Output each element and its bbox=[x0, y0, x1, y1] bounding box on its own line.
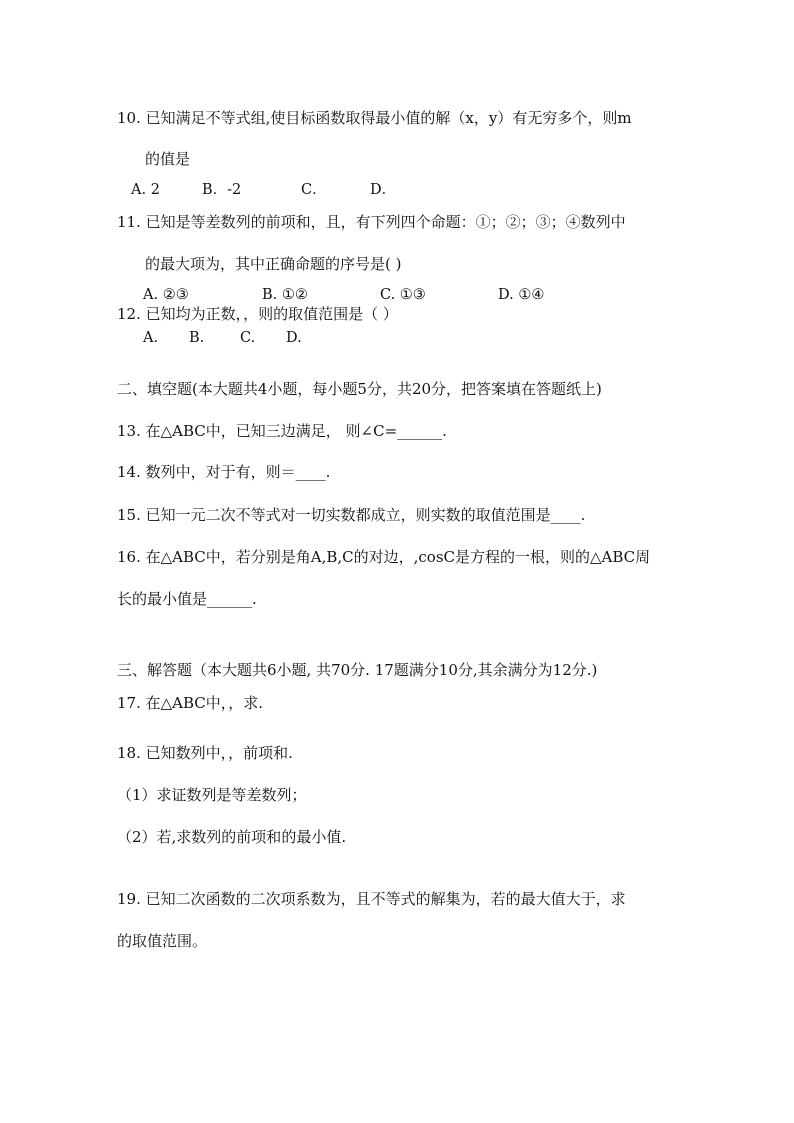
q17-text: 17. 在△ABC中，，求. bbox=[117, 694, 264, 712]
q11-option-c: C. ①③ bbox=[380, 287, 426, 303]
q16-line2: 长的最小值是______. bbox=[117, 590, 257, 608]
section3-heading: 三、解答题（本大题共6小题, 共70分. 17题满分10分,其余满分为12分.) bbox=[117, 661, 598, 679]
q10-option-b: B．-2 bbox=[202, 182, 242, 198]
q10-stem-line2: 的值是 bbox=[145, 150, 191, 168]
q16-line1: 16. 在△ABC中，若分别是角A,B,C的对边，,cosC是方程的一根，则的△ABC周 bbox=[117, 548, 651, 566]
q15-text: 15. 已知一元二次不等式对一切实数都成立，则实数的取值范围是____. bbox=[117, 506, 586, 524]
q12-option-a: A. bbox=[143, 330, 159, 346]
q14-text: 14. 数列中，对于有，则＝____. bbox=[117, 463, 331, 481]
q12-option-b: B. bbox=[189, 330, 205, 346]
q10-option-c: C． bbox=[301, 182, 327, 198]
q12-stem: 12. 已知均为正数，，则的取值范围是（ ） bbox=[117, 305, 398, 323]
q12-option-d: D. bbox=[286, 330, 302, 346]
q10-option-a: A. 2 bbox=[131, 182, 160, 198]
q11-stem-line1: 11. 已知是等差数列的前项和，且，有下列四个命题：①；②；③；④数列中 bbox=[117, 213, 626, 231]
q18-part2: （2）若,求数列的前项和的最小值. bbox=[117, 828, 347, 846]
q19-line1: 19. 已知二次函数的二次项系数为，且不等式的解集为，若的最大值大于，求 bbox=[117, 890, 626, 908]
q12-option-c: C. bbox=[240, 330, 256, 346]
q10-option-d: D． bbox=[370, 182, 397, 198]
q18-part1: （1）求证数列是等差数列； bbox=[117, 786, 307, 804]
q18-text: 18. 已知数列中，，前项和. bbox=[117, 744, 293, 762]
q10-stem-line1: 10. 已知满足不等式组,使目标函数取得最小值的解（x，y）有无穷多个，则m bbox=[117, 109, 632, 127]
q11-option-b: B. ①② bbox=[262, 287, 308, 303]
q19-line2: 的取值范围。 bbox=[117, 932, 208, 950]
q11-option-a: A. ②③ bbox=[143, 287, 189, 303]
q11-stem-line2: 的最大项为，其中正确命题的序号是( ) bbox=[145, 255, 402, 273]
q13-text: 13. 在△ABC中，已知三边满足， 则∠C=______. bbox=[117, 422, 447, 440]
section2-heading: 二、填空题(本大题共4小题，每小题5分，共20分，把答案填在答题纸上) bbox=[117, 380, 602, 398]
q11-option-d: D. ①④ bbox=[498, 287, 545, 303]
